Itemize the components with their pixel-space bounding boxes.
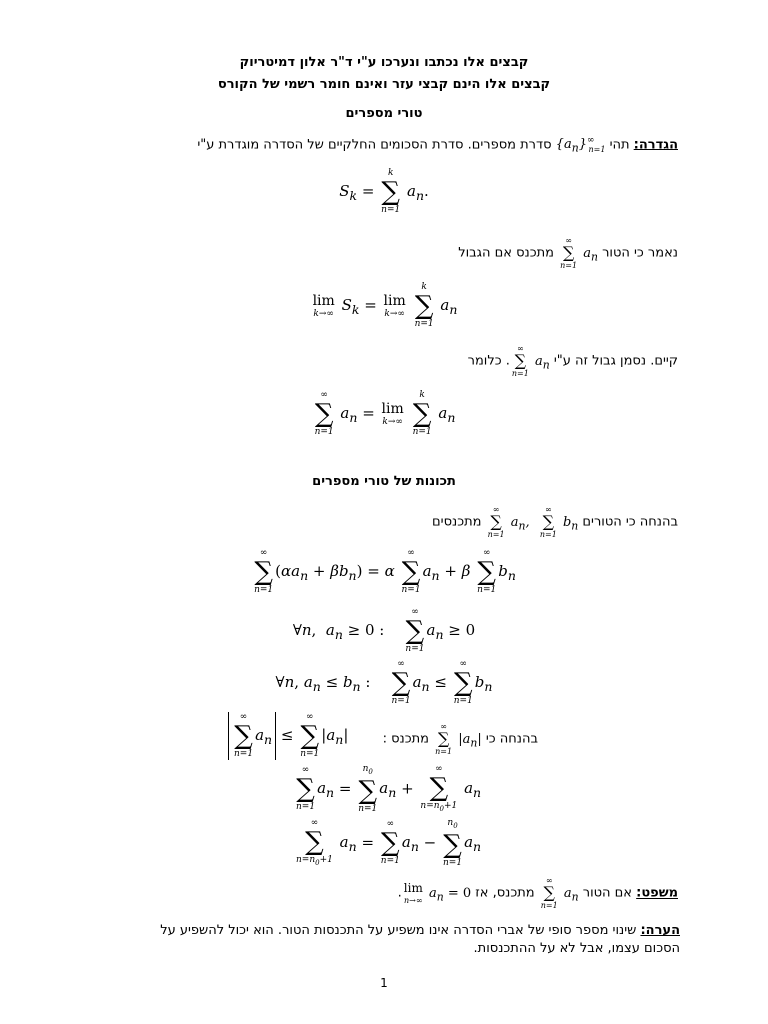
series-formula: ∞ ∑ n=1 $a_n$	[560, 236, 598, 270]
converge-text-a: נאמר כי הטור	[602, 245, 678, 261]
two-series-formula: ∞ ∑ n=1 $a_n$, ∞ ∑ n=1 $b_n$	[487, 505, 579, 539]
remark-line-2	[474, 941, 680, 956]
definition-paragraph	[197, 136, 678, 155]
series-sum-equation: ∞ ∑ n=1 $a_n$ = lim k→∞ k ∑ n=1 $a_n$	[314, 390, 456, 437]
theorem-label: משפט:	[636, 885, 678, 901]
limit-equation: lim k→∞ $S_k$ = lim k→∞ k ∑ n=1 $a_n$	[312, 282, 458, 329]
series-notation: ∞ ∑ n=1 $a_n$	[511, 344, 550, 378]
exists-text-b: . כלומר	[467, 353, 510, 369]
theorem-text-c: .	[397, 885, 402, 901]
linearity-equation: ∞ ∑ n=1 $(\alpha a_n + \beta b_n) = \alpha$ ∞ ∑ n=1 $a_n + \beta$ ∞ ∑ n=1 $b_n$	[254, 548, 516, 595]
remark-label: הערה:	[640, 923, 680, 938]
converge-text-b: מתכנס אם הגבול	[458, 245, 554, 261]
definition-label: הגדרה:	[633, 137, 678, 153]
positivity-equation: ∀n, $a_n \ge 0$ : ∞ ∑ n=1 $a_n \ge 0$	[292, 607, 476, 654]
comparison-equation: ∀n, $a_n \le b_n$ : ∞ ∑ n=1 $a_n$ ≤ ∞ ∑ n=1 $b_n$	[275, 659, 493, 706]
absolute-inequality: ∞ ∑ n=1 $a_n$ ≤ ∞ ∑ n=1 $|a_n|$	[228, 712, 348, 760]
assume-text-a: בהנחה כי הטורים	[582, 514, 678, 530]
remark-text-1: שינוי מספר סופי של אברי הסדרה אינו משפיע על התכנסות הטור. הוא יכול להשפיע על	[160, 923, 637, 938]
properties-title: תכונות של טורי מספרים	[312, 474, 456, 489]
assume-text-b: מתכנסים	[432, 514, 482, 530]
sequence-formula: $\{a_n\}^\infty_{n=1}$	[555, 136, 606, 155]
theorem-text-a: אם הטור	[582, 885, 633, 901]
theorem-paragraph	[398, 876, 678, 910]
abs-series-formula: ∞ ∑ n=1 $|a_n|$	[435, 722, 482, 756]
exists-text-a: קיים. נסמן גבול זה ע"י	[553, 353, 678, 369]
author-line: קבצים אלו נכתבו ונערכו ע"י ד"ר אלון דמיטריוק	[239, 55, 529, 70]
converge-paragraph	[458, 236, 678, 270]
theorem-series: ∞ ∑ n=1 $a_n$	[540, 876, 579, 910]
disclaimer-line: קבצים אלו הינם קבצי עזר ואינם חומר רשמי של הקורס	[217, 77, 551, 92]
split-sum-equation: ∞ ∑ n=1 $a_n$ = $n_0$ ∑ n=1 $a_n$ + ∞ ∑ $n=n_0+1$ $a_n$	[296, 764, 482, 814]
definition-text-a: תהי	[609, 137, 630, 153]
section-title: טורי מספרים	[345, 106, 423, 121]
absolute-assumption	[383, 722, 538, 756]
theorem-limit: lim n→∞ $a_n = 0$	[403, 881, 472, 905]
tail-sum-equation: ∞ ∑ $n=n_0+1$ $a_n$ = ∞ ∑ n=1 $a_n$ − $n_0$ ∑ n=1 $a_n$	[296, 818, 482, 868]
exists-paragraph	[468, 344, 678, 378]
abs-assume-text-a: בהנחה כי	[485, 731, 538, 747]
definition-text-b: סדרת מספרים. סדרת הסכומים החלקיים של הסדרה מוגדרת ע"י	[197, 137, 552, 153]
page-number: 1	[380, 976, 388, 990]
assumption-paragraph	[432, 505, 678, 539]
remark-text-2: הסכום עצמו, אבל לא על ההתכנסות.	[473, 941, 680, 956]
remark-line-1	[160, 923, 680, 938]
partial-sum-equation: $S_k$ = k ∑ n=1 $a_n$.	[339, 168, 429, 215]
abs-assume-text-b: מתכנס :	[382, 731, 429, 747]
theorem-text-b: מתכנס, אז	[475, 885, 535, 901]
